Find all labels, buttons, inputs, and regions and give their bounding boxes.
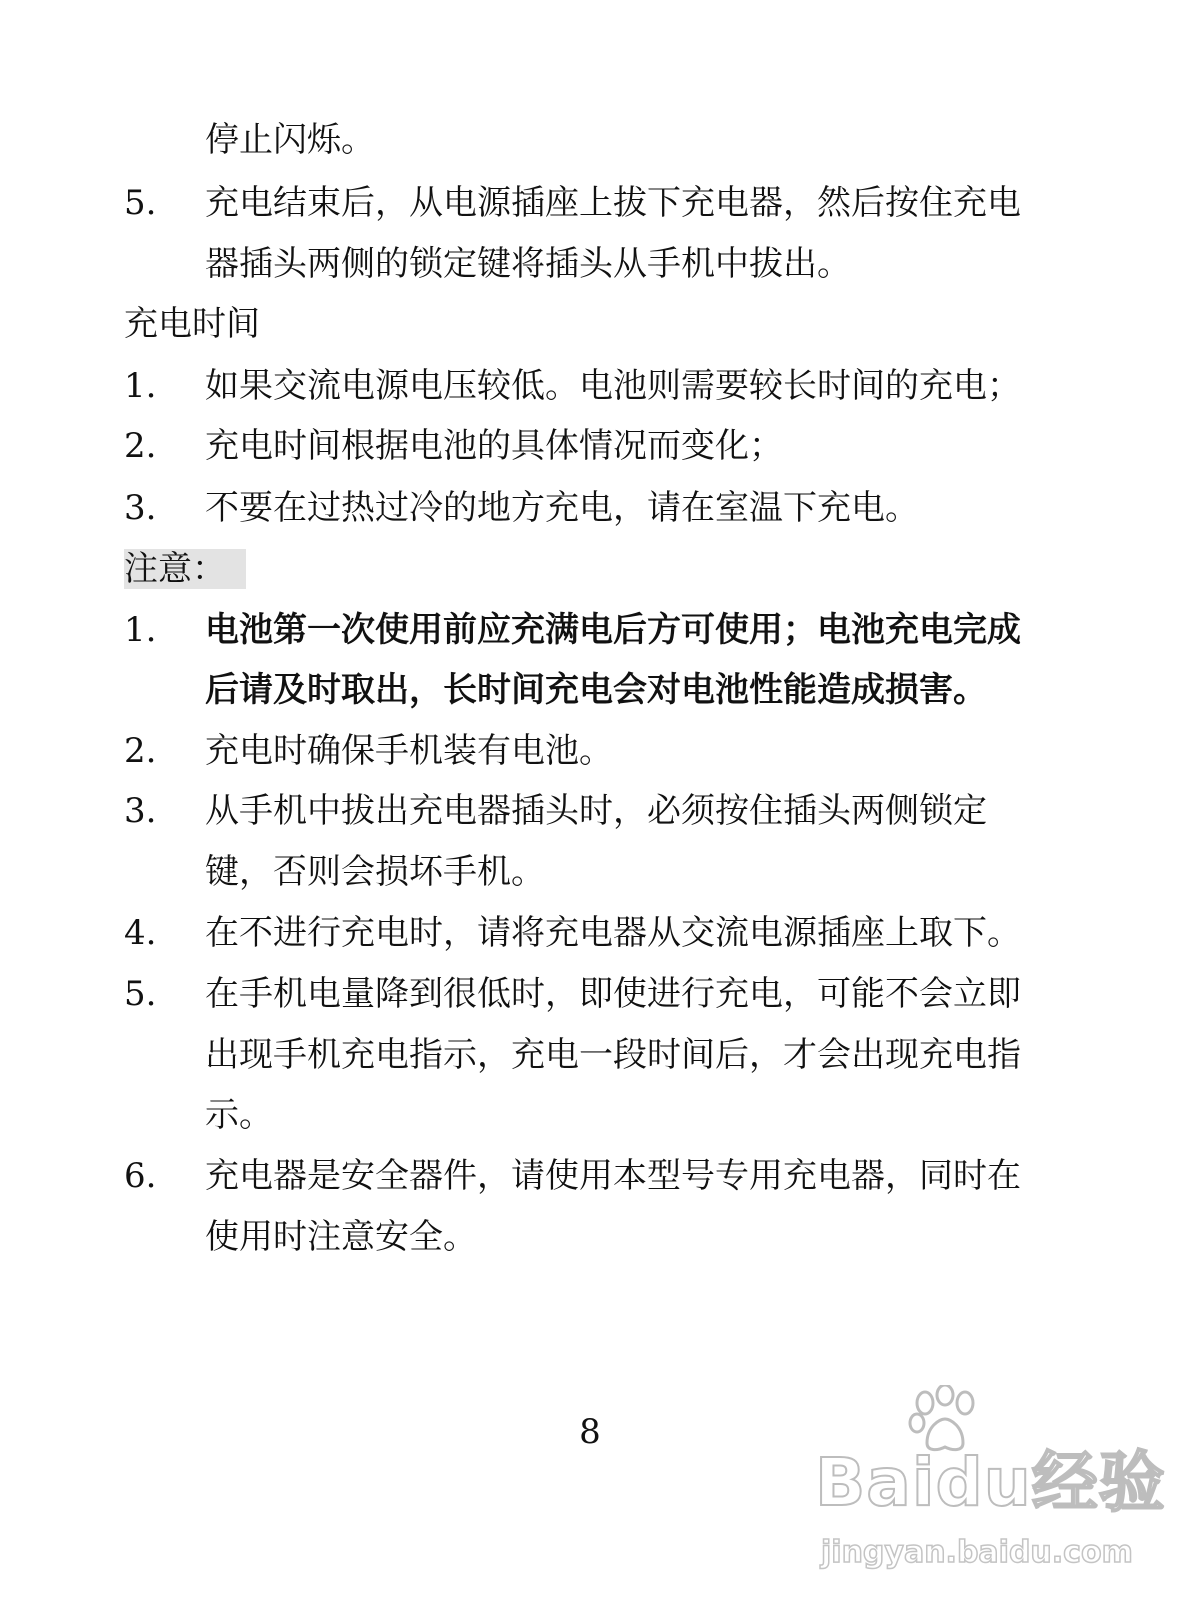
watermark-url: jingyan.baidu.com: [821, 1535, 1133, 1570]
baidu-jingyan-watermark: [815, 1385, 1166, 1605]
section-heading-notice: [124, 547, 246, 591]
line-text: 在手机电量降到很低时，即使进行充电，可能不会立即: [205, 974, 1021, 1014]
line-text: 充电结束后，从电源插座上拔下充电器，然后按住充电: [205, 183, 1021, 223]
line-text: 电池第一次使用前应充满电后方可使用；电池充电完成: [205, 610, 1021, 650]
list-number: 4.: [124, 913, 157, 953]
list-number: 1.: [124, 366, 157, 406]
list-number: 2.: [124, 731, 157, 771]
list-number: 2.: [124, 426, 157, 466]
list-number: 3.: [124, 791, 157, 831]
list-number: 5.: [124, 974, 157, 1014]
line-text: 充电器是安全器件，请使用本型号专用充电器，同时在: [205, 1156, 1021, 1196]
line-text: 器插头两侧的锁定键将插头从手机中拔出。: [205, 244, 851, 284]
line-text: 从手机中拔出充电器插头时，必须按住插头两侧锁定: [205, 791, 987, 831]
line-text: 在不进行充电时，请将充电器从交流电源插座上取下。: [205, 913, 1021, 953]
line-text: 出现手机充电指示，充电一段时间后，才会出现充电指: [205, 1035, 1021, 1075]
line-text: 如果交流电源电压较低。电池则需要较长时间的充电；: [205, 366, 1021, 406]
list-number: 3.: [124, 488, 157, 528]
page-number: 8: [579, 1412, 601, 1452]
line-text: 停止闪烁。: [205, 120, 375, 160]
line-text: 充电时间根据电池的具体情况而变化；: [205, 426, 783, 466]
line-text: 使用时注意安全。: [205, 1217, 477, 1257]
section-heading-charging-time: 充电时间: [124, 304, 260, 344]
list-number: 5.: [124, 183, 157, 223]
watermark-logo-text: Baidu经验: [815, 1444, 1166, 1521]
line-text: 不要在过热过冷的地方充电，请在室温下充电。: [205, 488, 919, 528]
list-number: 1.: [124, 610, 157, 650]
line-text: 示。: [205, 1095, 273, 1135]
line-text: 充电时确保手机装有电池。: [205, 731, 613, 771]
line-text: 键，否则会损坏手机。: [205, 852, 545, 892]
line-text: 后请及时取出，长时间充电会对电池性能造成损害。: [205, 670, 987, 710]
highlighted-heading: 注意：: [124, 549, 246, 589]
list-number: 6.: [124, 1156, 157, 1196]
